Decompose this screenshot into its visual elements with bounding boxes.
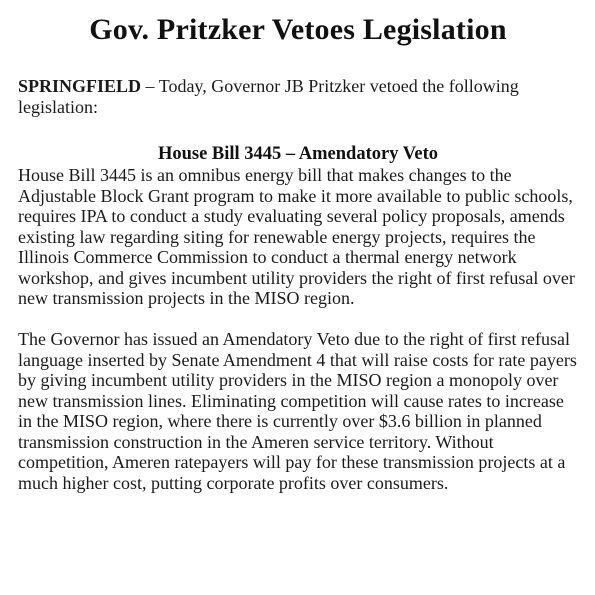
lead-paragraph [18, 76, 578, 117]
lead-text: – Today, Governor JB Pritzker vetoed the following legislation: [18, 76, 519, 117]
press-release [18, 12, 578, 493]
dateline: SPRINGFIELD [18, 76, 142, 96]
section-heading: House Bill 3445 – Amendatory Veto [157, 144, 439, 164]
body-paragraph-1: House Bill 3445 is an omnibus energy bill that makes changes to the Adjustable Block Grant program to make it more available to public schools, requires IPA to conduct a study evaluating several policy proposals, amends existing law regarding siting for renewable energy projects, requires the Illinois Commerce Commission to conduct a thermal energy network workshop, and gives incumbent utility providers the right of first refusal over new transmission projects in the MISO region. [18, 165, 575, 308]
body-paragraph-2: The Governor has issued an Amendatory Veto due to the right of first refusal language inserted by Senate Amendment 4 that will raise costs for rate payers by giving incumbent utility providers in the MISO region a monopoly over new transmission lines. Eliminating competition will cause rates to increase in the MISO region, where there is currently over $3.6 billion in planned transmission construction in the Ameren service territory. Without competition, Ameren ratepayers will pay for these transmission projects at a much higher cost, putting corporate profits over consumers. [18, 329, 577, 493]
page-title: Gov. Pritzker Vetoes Legislation [89, 13, 507, 46]
